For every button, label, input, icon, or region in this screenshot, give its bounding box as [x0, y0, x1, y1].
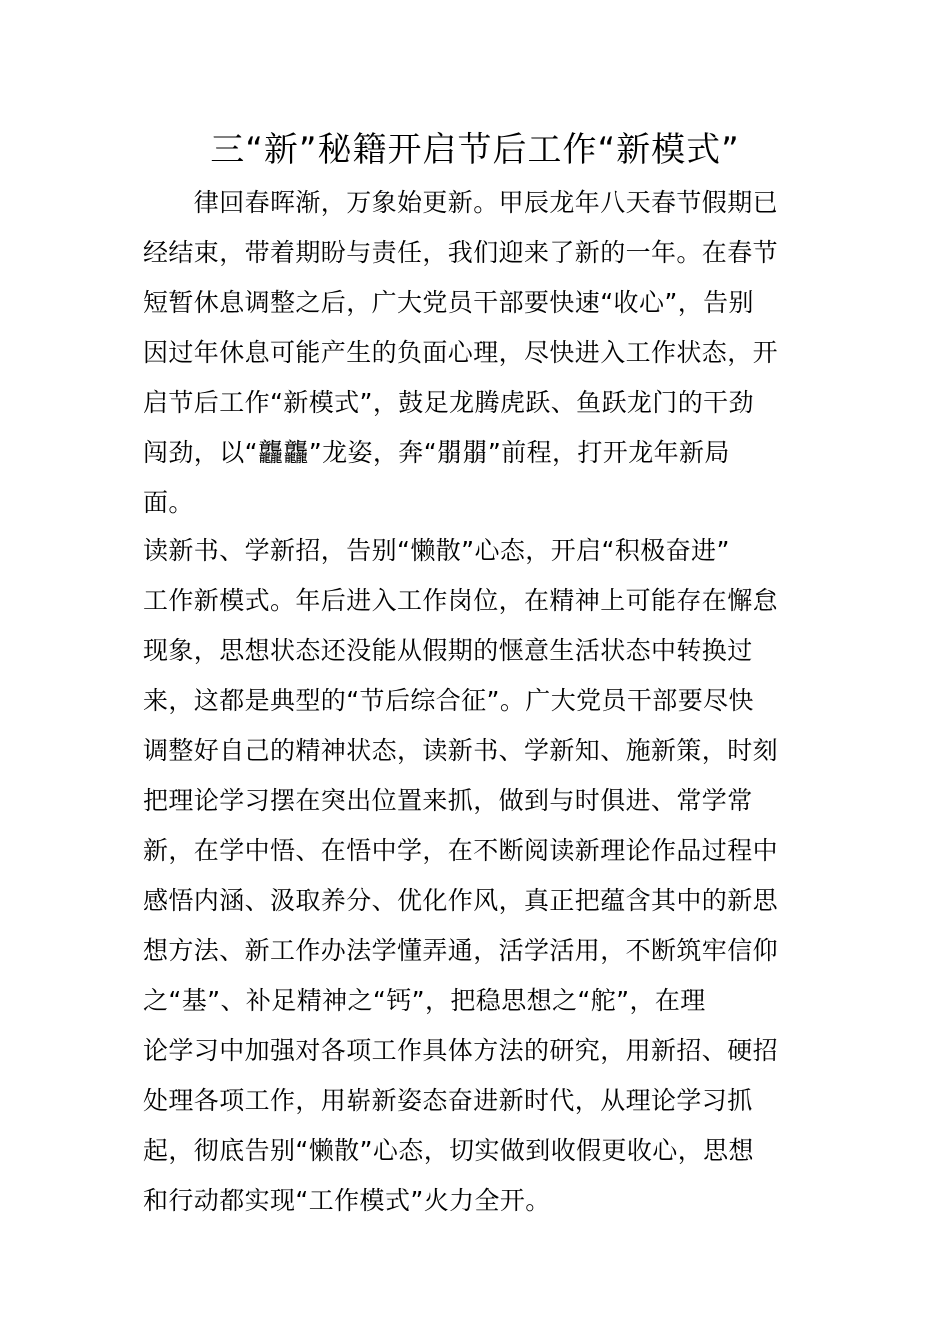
text-line: 想方法、新工作办法学懂弄通，活学活用，不断筑牢信仰: [143, 936, 779, 965]
text-line: 调整好自己的精神状态，读新书、学新知、施新策，时刻: [143, 736, 779, 765]
document-title: 三“新”秘籍开启节后工作“新模式”: [210, 130, 740, 170]
text-line: 新，在学中悟、在悟中学，在不断阅读新理论作品过程中: [143, 836, 779, 865]
text-line: 工作新模式。年后进入工作岗位，在精神上可能存在懈怠: [143, 586, 779, 615]
text-line: 把理论学习摆在突出位置来抓，做到与时俱进、常学常: [143, 786, 753, 815]
text-line: 读新书、学新招，告别“懒散”心态，开启“积极奋进”: [143, 536, 730, 565]
text-line: 论学习中加强对各项工作具体方法的研究，用新招、硬招: [143, 1036, 779, 1065]
text-line: 感悟内涵、汲取养分、优化作风，真正把蕴含其中的新思: [143, 886, 779, 915]
text-line: 起，彻底告别“懒散”心态，切实做到收假更收心，思想: [143, 1136, 754, 1165]
text-line: 之“基”、补足精神之“钙”，把稳思想之“舵”，在理: [143, 986, 706, 1015]
text-line: 来，这都是典型的“节后综合征”。广大党员干部要尽快: [143, 686, 754, 715]
paragraph-2: [143, 526, 813, 1226]
text-line: 因过年休息可能产生的负面心理，尽快进入工作状态，开: [143, 338, 779, 367]
text-line: 现象，思想状态还没能从假期的惬意生活状态中转换过: [143, 636, 753, 665]
text-line: 经结束，带着期盼与责任，我们迎来了新的一年。在春节: [143, 238, 779, 267]
text-line: 和行动都实现“工作模式”火力全开。: [143, 1186, 551, 1215]
text-line: 处理各项工作，用崭新姿态奋进新时代，从理论学习抓: [143, 1086, 753, 1115]
text-line: 面。: [143, 488, 194, 517]
text-line: 启节后工作“新模式”，鼓足龙腾虎跃、鱼跃龙门的干劲: [143, 388, 754, 417]
text-line: 律回春晖渐，万象始更新。甲辰龙年八天春节假期已: [143, 188, 779, 217]
paragraph-1: [143, 178, 813, 528]
text-line: 闯劲，以“龘龘”龙姿，奔“朤朤”前程，打开龙年新局: [143, 438, 730, 467]
text-line: 短暂休息调整之后，广大党员干部要快速“收心”，告别: [143, 288, 754, 317]
